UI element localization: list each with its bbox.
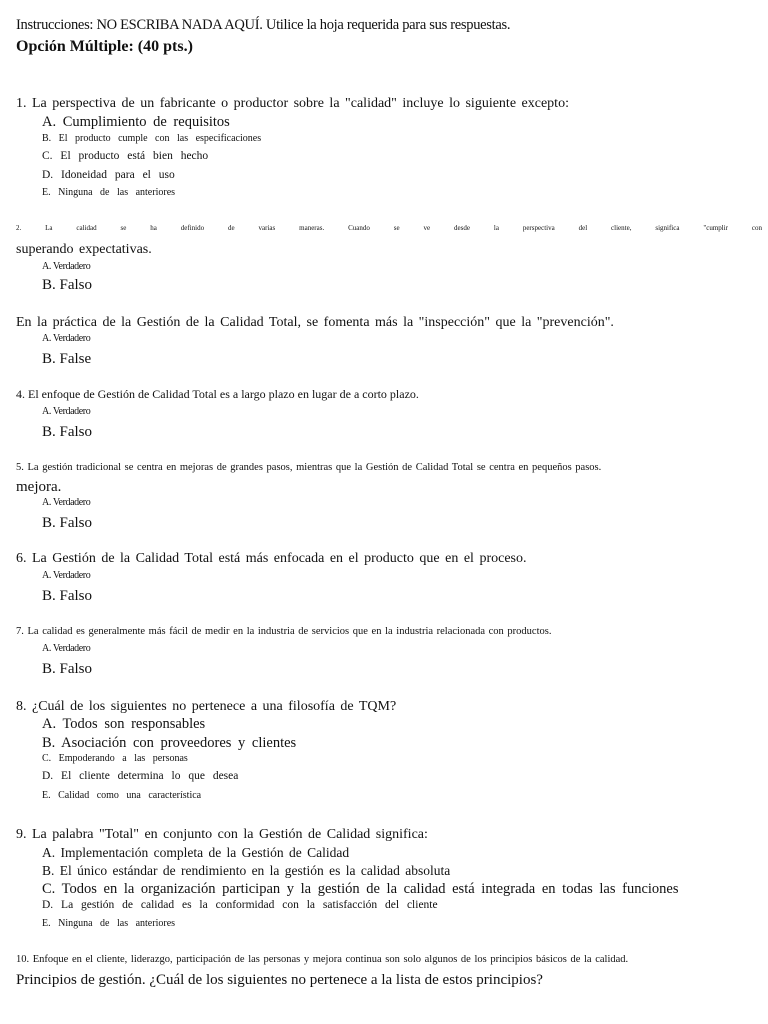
section-title: Opción Múltiple: (40 pts.) (16, 38, 193, 55)
question-6-option-a: A. Verdadero (42, 570, 91, 581)
question-9-option-c: C. Todos en la organización participan y la gestión de la calidad está integrada en todas las funciones (42, 881, 679, 897)
question-1-text: 1. La perspectiva de un fabricante o productor sobre la "calidad" incluye lo siguiente excepto: (16, 96, 569, 111)
question-3-option-b: B. False (42, 351, 92, 367)
question-8-option-c: C. Empoderando a las personas (42, 753, 188, 764)
question-1-option-c: C. El producto está bien hecho (42, 150, 209, 162)
question-5-text: 5. La gestión tradicional se centra en mejoras de grandes pasos, mientras que la Gestión de Calidad Total se centra en pequeños pasos. (16, 462, 602, 473)
question-6-option-b: B. Falso (42, 588, 93, 604)
question-2-option-a: A. Verdadero (42, 261, 91, 272)
question-5-option-b: B. Falso (42, 515, 93, 531)
question-10-text: 10. Enfoque en el cliente, liderazgo, participación de las personas y mejora continua son solo algunos de los principios básicos de la calidad. (16, 954, 629, 965)
question-8-option-b: B. Asociación con proveedores y clientes (42, 735, 297, 751)
question-9-option-a: A. Implementación completa de la Gestión de Calidad (42, 845, 350, 860)
question-9-option-e: E. Ninguna de las anteriores (42, 918, 176, 929)
question-7-option-b: B. Falso (42, 661, 93, 677)
question-8-option-a: A. Todos son responsables (42, 716, 206, 732)
question-10-text-continued: Principios de gestión. ¿Cuál de los siguientes no pertenece a la lista de estos principios? (16, 972, 543, 988)
question-5-text-continued: mejora. (16, 479, 62, 495)
question-9-text: 9. La palabra "Total" en conjunto con la Gestión de Calidad significa: (16, 827, 428, 842)
question-1-option-e: E. Ninguna de las anteriores (42, 187, 176, 198)
question-9-option-d: D. La gestión de calidad es la conformidad con la satisfacción del cliente (42, 899, 438, 911)
instructions-text: Instrucciones: NO ESCRIBA NADA AQUÍ. Utilice la hoja requerida para sus respuestas. (16, 17, 511, 33)
question-8-option-e: E. Calidad como una característica (42, 790, 202, 801)
question-3-option-a: A. Verdadero (42, 333, 91, 344)
question-6-text: 6. La Gestión de la Calidad Total está más enfocada en el producto que en el proceso. (16, 551, 527, 566)
question-2-text: 2. La calidad se ha definido de varias maneras. Cuando se ve desde la perspectiva del cliente, significa "cumplir con (16, 224, 762, 232)
question-4-option-a: A. Verdadero (42, 406, 91, 417)
question-7-text: 7. La calidad es generalmente más fácil de medir en la industria de servicios que en la industria relacionada con productos. (16, 626, 552, 637)
question-7-option-a: A. Verdadero (42, 643, 91, 654)
question-3-text: En la práctica de la Gestión de la Calidad Total, se fomenta más la "inspección" que la "prevención". (16, 315, 614, 330)
question-2-text-continued: superando expectativas. (16, 242, 152, 257)
question-8-option-d: D. El cliente determina lo que desea (42, 770, 239, 782)
question-1-option-b: B. El producto cumple con las especificaciones (42, 133, 262, 144)
question-1-option-d: D. Idoneidad para el uso (42, 169, 175, 181)
question-5-option-a: A. Verdadero (42, 497, 91, 508)
question-8-text: 8. ¿Cuál de los siguientes no pertenece a una filosofía de TQM? (16, 699, 397, 714)
question-1-option-a: A. Cumplimiento de requisitos (42, 114, 230, 130)
question-2-option-b: B. Falso (42, 277, 93, 293)
question-4-option-b: B. Falso (42, 424, 93, 440)
question-4-text: 4. El enfoque de Gestión de Calidad Total es a largo plazo en lugar de a corto plazo. (16, 387, 419, 401)
question-9-option-b: B. El único estándar de rendimiento en la gestión es la calidad absoluta (42, 863, 451, 878)
